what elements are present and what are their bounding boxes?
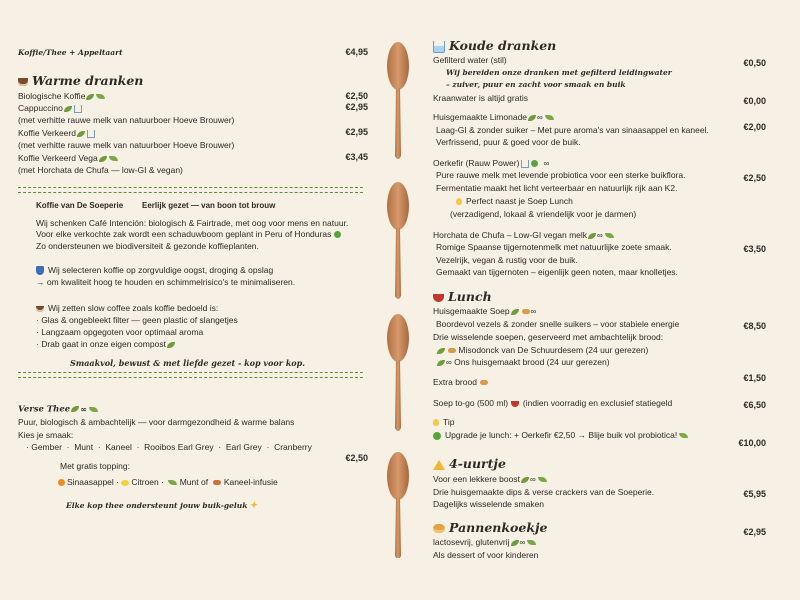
menu-item: Cappuccino — [18, 102, 82, 114]
kefir-tip: Perfect naast je Soep Lunch — [456, 195, 573, 207]
tea-topping-label: Met gratis topping: — [60, 461, 130, 471]
appeltaart-label: Koffie/Thee + Appeltaart — [18, 48, 123, 57]
story-header-left: Koffie van De Soeperie — [36, 201, 124, 210]
story-line: Zo ondersteunen we biodiversiteit & gezonde koffieplanten. — [36, 241, 259, 251]
sprout-icon — [99, 156, 107, 162]
lightbulb-icon — [456, 198, 462, 205]
soup-price: €8,50 — [743, 321, 766, 331]
tea-footer: Elke kop thee ondersteunt jouw buik-geluk ✦ — [66, 501, 257, 511]
sprout-icon — [86, 94, 94, 100]
glass-icon — [521, 160, 529, 168]
mint-icon — [168, 480, 177, 485]
horchata-desc: Gemaakt van tijgernoten – eigenlijk geen noten, maar knolletjes. — [436, 267, 678, 277]
water-label: Gefilterd water (stil) — [433, 55, 507, 65]
horchata-desc: Romige Spaanse tijgernotenmelk met natuurlijke zoete smaak. — [436, 242, 672, 252]
tap-label: Kraanwater is altijd gratis — [433, 93, 528, 103]
lunch-title: Lunch — [433, 289, 492, 304]
soup-desc: Boordevol vezels & zonder snelle suikers – voor stabiele energie — [436, 319, 680, 329]
soup-desc: ∞ Ons huisgemaakt brood (24 uur gerezen) — [436, 356, 610, 369]
menu-price: €2,50 — [345, 91, 368, 101]
tea-title: Verse Thee ∞ — [18, 404, 98, 415]
menu-item: Biologische Koffie — [18, 90, 105, 102]
menu-item: Koffie Verkeerd Vega — [18, 152, 118, 164]
soup-desc: Drie wisselende soepen, geserveerd met ambachtelijk brood: — [433, 332, 664, 342]
togo-price: €6,50 — [743, 400, 766, 410]
limonade-desc: Laag-GI & zonder suiker – Met pure aroma's van sinaasappel en kaneel. — [436, 125, 709, 135]
coffee-cup-icon — [18, 78, 28, 86]
horchata-price: €3,50 — [743, 244, 766, 254]
four-line: Drie huisgemaakte dips & verse crackers van de Soeperie. — [433, 487, 655, 497]
infinity-icon: ∞ — [446, 357, 452, 367]
menu-item: Koffie Verkeerd — [18, 127, 95, 139]
four-line: Voor een lekkere boost ∞ — [433, 473, 547, 486]
spoon-4 — [387, 452, 409, 558]
coffee-cup-icon — [36, 306, 44, 312]
four-line: Dagelijks wisselende smaken — [433, 499, 545, 509]
story-line: · Langzaam opgegoten voor optimaal aroma — [36, 327, 204, 337]
four-price: €5,95 — [743, 489, 766, 499]
pancake-icon — [433, 524, 445, 533]
orange-icon — [58, 479, 65, 486]
pancake-price: €2,95 — [743, 527, 766, 537]
soup-label: Huisgemaakte Soep ∞ — [433, 306, 537, 316]
tip-label: Tip — [433, 416, 455, 428]
lightbulb-icon — [433, 419, 439, 426]
infinity-icon: ∞ — [543, 158, 550, 168]
horchata-desc: Vezelrijk, vegan & rustig voor de buik. — [436, 255, 578, 265]
soup-bowl-icon — [511, 401, 519, 407]
tea-price: €2,50 — [345, 453, 368, 463]
story-line: Wij schenken Café Intención: biologisch & Fairtrade, met oog voor mens en natuur. — [36, 218, 349, 228]
story-line: · Glas & ongebleekt filter — geen plastic of slangetjes — [36, 315, 238, 325]
herb-icon — [538, 477, 547, 482]
story-line: → om kwaliteit hoog te houden en schimmelrisico's te minimaliseren. — [36, 277, 296, 287]
sparkle-icon: ✦ — [249, 501, 257, 511]
warm-dranken-title: Warme dranken — [18, 73, 143, 88]
menu-note: (met verhitte rauwe melk van natuurboer Hoeve Brouwer) — [18, 140, 235, 150]
herb-icon — [109, 156, 118, 161]
tree-icon — [334, 231, 341, 238]
tea-desc: Puur, biologisch & ambachtelijk — voor darmgezondheid & warme balans — [18, 417, 295, 427]
sprout-icon — [588, 233, 596, 239]
limonade-label: Huisgemaakte Limonade ∞ — [433, 111, 554, 124]
story-line: Voor elke verkochte zak wordt een schaduwboom geplant in Peru of Honduras — [36, 228, 345, 240]
water-note: Wij bereiden onze dranken met gefilterd leidingwater — [446, 68, 672, 77]
herb-icon — [89, 407, 98, 412]
kefir-price: €2,50 — [743, 173, 766, 183]
kefir-desc: Pure rauwe melk met levende probiotica voor een sterke buikflora. — [436, 170, 686, 180]
appeltaart-price: €4,95 — [345, 47, 368, 57]
infinity-icon: ∞ — [530, 306, 537, 316]
story-header-right: Eerlijk gezet — van boon tot brouw — [142, 201, 276, 210]
bread-icon — [448, 348, 456, 353]
menu-price: €2,95 — [345, 102, 368, 112]
story-line: Wij zetten slow coffee zoals koffie bedoeld is: — [36, 302, 218, 314]
water-price: €0,50 — [743, 58, 766, 68]
green-heart-icon — [433, 432, 441, 440]
bread-price: €1,50 — [743, 373, 766, 383]
sprout-icon — [437, 348, 445, 354]
tap-price: €0,00 — [743, 96, 766, 106]
infinity-icon: ∞ — [529, 474, 536, 484]
lemon-icon — [121, 480, 129, 486]
glass-icon — [433, 41, 445, 53]
pannenkoekje-title: Pannenkoekje — [433, 520, 547, 535]
story-line: · Drab gaat in onze eigen compost — [36, 338, 175, 350]
infinity-icon: ∞ — [537, 112, 543, 122]
spoon-2 — [387, 182, 409, 299]
spoon-1 — [387, 42, 409, 159]
sprout-icon — [437, 360, 445, 366]
story-line: Wij selecteren koffie op zorgvuldige oogst, droging & opslag — [36, 264, 273, 276]
water-note: – zuiver, puur en zacht voor smaak en buik — [446, 80, 626, 89]
togo-label: Soep to-go (500 ml) (indien voorradig en exclusief statiegeld — [433, 398, 673, 408]
limonade-price: €2,00 — [743, 122, 766, 132]
glass-icon — [87, 130, 95, 138]
sprout-icon — [71, 406, 79, 412]
infinity-icon: ∞ — [519, 537, 526, 547]
probiotic-icon — [531, 160, 538, 167]
sprout-icon — [528, 115, 536, 121]
upgrade-label: Upgrade je lunch: + Oerkefir €2,50 → Blije buik vol probiotica! — [433, 429, 688, 441]
pancake-line: Als dessert of voor kinderen — [433, 550, 539, 560]
cinnamon-icon — [213, 480, 221, 485]
cheese-icon — [433, 460, 445, 470]
tea-flavors: · Gember · Munt · Kaneel · Rooibos Earl Grey · Earl Grey · Cranberry — [26, 442, 312, 452]
herb-icon — [545, 115, 554, 120]
kefir-label: Oerkefir (Rauw Power) ∞ — [433, 158, 550, 168]
vieruurtje-title: 4-uurtje — [433, 456, 506, 471]
bread-label: Extra brood — [433, 376, 488, 388]
upgrade-price: €10,00 — [738, 438, 766, 448]
limonade-desc: Verfrissend, puur & goed voor de buik. — [436, 137, 581, 147]
kefir-desc: Fermentatie maakt het licht verteerbaar en natuurlijk rijk aan K2. — [436, 183, 678, 193]
menu-price: €3,45 — [345, 152, 368, 162]
horchata-label: Horchata de Chufa – Low-GI vegan melk ∞ — [433, 229, 614, 242]
herb-icon — [679, 433, 688, 438]
herb-icon — [605, 233, 614, 238]
sprout-icon — [511, 540, 519, 546]
soup-desc: Misodonck van De Schuurdesem (24 uur gerezen) — [436, 344, 648, 356]
wooden-spoon-left-image — [380, 38, 416, 558]
story-footer: Smaakvol, bewust & met liefde gezet - kop voor kop. — [70, 358, 305, 368]
soup-bowl-icon — [433, 294, 444, 302]
sprout-icon — [64, 106, 72, 112]
menu-note: (met verhitte rauwe melk van natuurboer Hoeve Brouwer) — [18, 115, 235, 125]
divider-bottom — [18, 372, 363, 378]
kefir-tip: (verzadigend, lokaal & vriendelijk voor je darmen) — [450, 209, 637, 219]
glass-icon — [74, 105, 82, 113]
shield-icon — [36, 266, 44, 275]
bread-icon — [480, 380, 488, 385]
sprout-icon — [521, 477, 529, 483]
infinity-icon: ∞ — [80, 404, 87, 414]
sprout-icon — [77, 131, 85, 137]
infinity-icon: ∞ — [597, 230, 603, 240]
sprout-icon — [511, 309, 519, 315]
spoon-3 — [387, 314, 409, 431]
tea-toppings: Sinaasappel · Citroen · Munt of Kaneel-infusie — [58, 476, 278, 488]
pancake-line: lactosevrij, glutenvrij ∞ — [433, 536, 536, 549]
herb-icon — [96, 94, 105, 99]
koude-dranken-title: Koude dranken — [433, 38, 556, 53]
bread-icon — [522, 309, 530, 314]
sprout-icon — [167, 342, 175, 348]
menu-price: €2,95 — [345, 127, 368, 137]
tea-choose: Kies je smaak: — [18, 430, 74, 440]
divider-top — [18, 187, 363, 193]
herb-icon — [527, 540, 536, 545]
menu-note: (met Horchata de Chufa — low-GI & vegan) — [18, 165, 183, 175]
